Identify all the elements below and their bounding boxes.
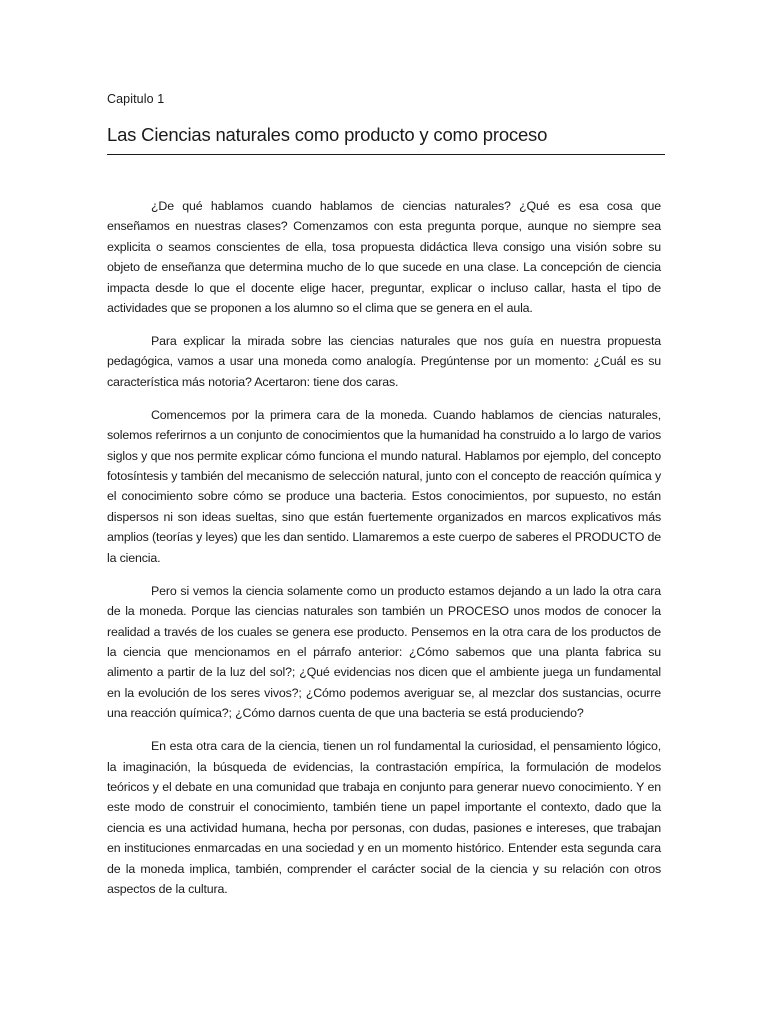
- chapter-body: [107, 196, 661, 912]
- paragraph-2: Para explicar la mirada sobre las ciencias naturales que nos guía en nuestra propuesta pedagógica, vamos a usar una moneda como analogía. Pregúntense por un momento: ¿Cuál es su característica más notoria? Acertaron: tiene dos caras.: [107, 334, 661, 389]
- paragraph-4: Pero si vemos la ciencia solamente como un producto estamos dejando a un lado la otra cara de la moneda. Porque las ciencias naturales son también un PROCESO unos modos de conocer la realidad a través de los cuales se genera ese producto. Pensemos en la otra cara de los productos de la ciencia que mencionamos en el párrafo anterior: ¿Cómo sabemos que una planta fabrica su alimento a partir de la luz del sol?; ¿Qué evidencias nos dicen que el ambiente juega un fundamental en la evolución de los seres vivos?; ¿Cómo podemos averiguar se, al mezclar dos sustancias, ocurre una reacción química?; ¿Cómo darnos cuenta de que una bacteria se está produciendo?: [107, 583, 661, 721]
- paragraph-1: ¿De qué hablamos cuando hablamos de ciencias naturales? ¿Qué es esa cosa que enseñamos en nuestras clases? Comenzamos con esta pregunta porque, aunque no siempre sea explicita o seamos conscientes de ella, tosa propuesta didáctica lleva consigo una visión sobre su objeto de enseñanza que determina mucho de lo que sucede en una clase. La concepción de ciencia impacta desde lo que el docente elige hacer, preguntar, explicar o incluso callar, hasta el tipo de actividades que se proponen a los alumno so el clima que se genera en el aula.: [107, 199, 661, 316]
- paragraph-3: Comencemos por la primera cara de la moneda. Cuando hablamos de ciencias naturales, solemos referirnos a un conjunto de conocimientos que la humanidad ha construido a lo largo de varios siglos y que nos permite explicar cómo funciona el mundo natural. Hablamos por ejemplo, del concepto fotosíntesis y también del mecanismo de selección natural, junto con el concepto de reacción química y el conocimiento sobre cómo se produce una bacteria. Estos conocimientos, por supuesto, no están dispersos ni son ideas sueltas, sino que están fuertemente organizados en marcos explicativos más amplios (teorías y leyes) que les dan sentido. Llamaremos a este cuerpo de saberes el PRODUCTO de la ciencia.: [107, 407, 661, 565]
- title-divider: [107, 154, 665, 155]
- chapter-label: Capitulo 1: [107, 92, 165, 106]
- chapter-title: Las Ciencias naturales como producto y como proceso: [107, 124, 548, 145]
- paragraph-5: En esta otra cara de la ciencia, tienen un rol fundamental la curiosidad, el pensamiento lógico, la imaginación, la búsqueda de evidencias, la contrastación empírica, la formulación de modelos teóricos y el debate en una comunidad que trabaja en conjunto para generar nuevo conocimiento. Y en este modo de construir el conocimiento, también tiene un papel importante el contexto, dado que la ciencia es una actividad humana, hecha por personas, con dudas, pasiones e intereses, que trabajan en instituciones enmarcadas en una sociedad y en un momento histórico. Entender esta segunda cara de la moneda implica, también, comprender el carácter social de la ciencia y su relación con otros aspectos de la cultura.: [107, 739, 661, 896]
